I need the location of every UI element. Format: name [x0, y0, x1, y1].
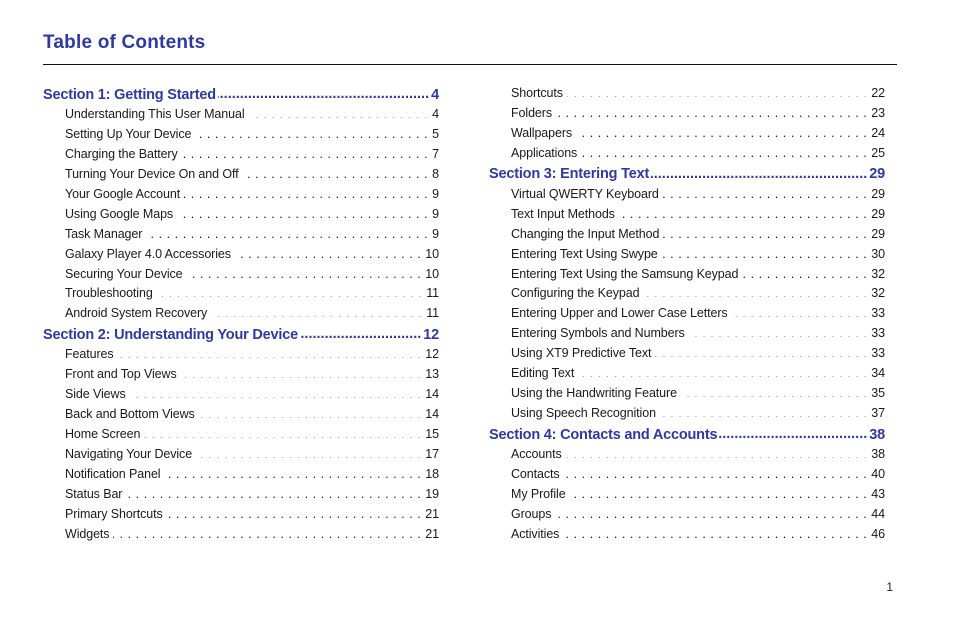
- toc-page-number: 8: [432, 166, 439, 181]
- toc-entry[interactable]: [489, 144, 885, 164]
- dot-leader: [146, 225, 428, 238]
- dot-leader: [184, 185, 428, 198]
- toc-entry[interactable]: [43, 284, 439, 304]
- toc-entry[interactable]: [489, 364, 885, 384]
- toc-entry[interactable]: [43, 265, 439, 285]
- toc-entry[interactable]: [43, 365, 439, 385]
- dot-leader: [196, 446, 421, 459]
- toc-entry[interactable]: [43, 405, 439, 425]
- toc-page-number: 33: [871, 326, 885, 341]
- toc-entry-label: Widgets: [65, 526, 110, 541]
- toc-column-right: [489, 84, 885, 545]
- dot-leader: [167, 505, 422, 518]
- toc-entry[interactable]: [489, 404, 885, 424]
- dot-leader: [177, 205, 428, 218]
- dot-leader: [164, 465, 421, 478]
- dot-leader: [218, 84, 429, 99]
- toc-entry[interactable]: [489, 205, 885, 225]
- toc-page-number: 21: [425, 506, 439, 521]
- toc-entry-label: Front and Top Views: [65, 367, 177, 382]
- toc-entry-label: Using XT9 Predictive Text: [511, 346, 652, 361]
- dot-leader: [662, 245, 868, 258]
- dot-leader: [570, 485, 868, 498]
- toc-page-number: 46: [871, 526, 885, 541]
- toc-page-number: 11: [426, 306, 439, 321]
- toc-entry-label: Entering Upper and Lower Case Letters: [511, 306, 728, 321]
- toc-page-number: 35: [871, 386, 885, 401]
- toc-entry-label: Understanding This User Manual: [65, 107, 245, 121]
- toc-entry[interactable]: [43, 205, 439, 225]
- toc-entry-label: Using Google Maps: [65, 206, 174, 221]
- dot-leader: [181, 366, 422, 379]
- toc-entry-label: Section 4: Contacts and Accounts: [489, 426, 718, 443]
- dot-leader: [187, 265, 422, 278]
- dot-leader: [235, 245, 421, 258]
- toc-entry-label: Android System Recovery: [65, 306, 208, 321]
- toc-page-number: 30: [871, 246, 885, 261]
- toc-page-number: 38: [869, 426, 885, 443]
- toc-entry-label: Galaxy Player 4.0 Accessories: [65, 246, 231, 261]
- toc-entry-label: Changing the Input Method: [511, 226, 660, 241]
- toc-entry[interactable]: [489, 265, 885, 285]
- dot-leader: [663, 225, 867, 238]
- page-number: 1: [886, 580, 893, 594]
- toc-entry[interactable]: [489, 324, 885, 344]
- toc-entry[interactable]: [489, 384, 885, 404]
- toc-entry[interactable]: [489, 485, 885, 505]
- toc-page-number: 37: [871, 406, 885, 421]
- toc-entry[interactable]: [43, 145, 439, 165]
- toc-entry[interactable]: [43, 125, 439, 145]
- toc-entry-label: Contacts: [511, 466, 560, 481]
- toc-page-number: 10: [425, 266, 439, 281]
- toc-page-number: 4: [431, 86, 439, 103]
- dot-leader: [651, 164, 867, 179]
- toc-entry-label: Entering Text Using the Samsung Keypad: [511, 266, 739, 281]
- toc-entry[interactable]: [43, 465, 439, 485]
- toc-entry[interactable]: [489, 445, 885, 465]
- toc-entry-label: Configuring the Keypad: [511, 286, 640, 301]
- toc-page-number: 9: [432, 186, 439, 201]
- toc-entry-label: Navigating Your Device: [65, 447, 193, 461]
- toc-entry[interactable]: [489, 465, 885, 485]
- toc-page-number: 7: [432, 146, 439, 161]
- toc-section-heading[interactable]: [43, 84, 439, 105]
- toc-entry-label: Turning Your Device On and Off: [65, 166, 239, 181]
- dot-leader: [182, 145, 428, 158]
- toc-page-number: 33: [871, 346, 885, 361]
- toc-entry[interactable]: [489, 245, 885, 265]
- toc-section-heading[interactable]: [489, 164, 885, 185]
- dot-leader: [732, 305, 868, 318]
- toc-entry-label: Your Google Account: [65, 186, 181, 201]
- toc-entry-label: Features: [65, 347, 114, 362]
- toc-entry[interactable]: [489, 505, 885, 525]
- dot-leader: [195, 125, 428, 138]
- toc-entry-label: Troubleshooting: [65, 286, 153, 301]
- toc-entry-label: Back and Bottom Views: [65, 407, 195, 422]
- toc-entry[interactable]: [489, 124, 885, 144]
- toc-entry-label: Charging the Battery: [65, 146, 178, 161]
- toc-entry[interactable]: [489, 525, 885, 545]
- toc-entry[interactable]: [43, 485, 439, 505]
- toc-entry-label: Section 1: Getting Started: [43, 86, 216, 103]
- toc-page-number: 11: [426, 286, 439, 301]
- toc-entry-label: Activities: [511, 526, 560, 541]
- dot-leader: [118, 346, 422, 359]
- toc-entry-label: Folders: [511, 105, 552, 120]
- dot-leader: [113, 525, 421, 538]
- toc-entry-label: Wallpapers: [511, 125, 573, 140]
- toc-entry[interactable]: [43, 385, 439, 405]
- dot-leader: [619, 205, 867, 218]
- toc-entry-label: Shortcuts: [511, 86, 563, 100]
- toc-page-number: 44: [871, 506, 885, 521]
- toc-entry-label: Section 3: Entering Text: [489, 166, 650, 183]
- toc-entry-label: Text Input Methods: [511, 206, 615, 221]
- toc-entry[interactable]: [43, 225, 439, 245]
- toc-entry-label: Entering Symbols and Numbers: [511, 326, 685, 341]
- toc-entry-label: Using Speech Recognition: [511, 406, 656, 421]
- toc-column-left: [43, 84, 439, 545]
- toc-entry[interactable]: [489, 344, 885, 364]
- toc-page-number: 29: [871, 206, 885, 221]
- dot-leader: [563, 525, 867, 538]
- toc-page-number: 29: [869, 166, 885, 183]
- toc-entry[interactable]: [43, 245, 439, 265]
- toc-page-number: 19: [425, 486, 439, 501]
- toc-entry-label: Status Bar: [65, 486, 123, 501]
- toc-entry-label: Securing Your Device: [65, 266, 183, 281]
- toc-page-number: 34: [871, 366, 885, 381]
- toc-page-number: 21: [425, 526, 439, 541]
- page-title: Table of Contents: [43, 32, 206, 53]
- toc-entry[interactable]: [43, 425, 439, 445]
- toc-page-number: 33: [871, 306, 885, 321]
- dot-leader: [157, 285, 423, 298]
- toc-page-number: 32: [871, 266, 885, 281]
- toc-page-number: 29: [871, 226, 885, 241]
- dot-leader: [581, 144, 867, 157]
- toc-page-number: 14: [425, 407, 439, 422]
- toc-entry-label: Side Views: [65, 387, 126, 402]
- toc-entry-label: Primary Shortcuts: [65, 506, 163, 521]
- toc-section-heading[interactable]: [489, 424, 885, 445]
- toc-entry[interactable]: [489, 104, 885, 124]
- toc-page-number: 17: [425, 447, 439, 461]
- toc-page-number: 43: [871, 486, 885, 501]
- toc-page-number: 25: [871, 145, 885, 160]
- dot-leader: [567, 85, 867, 98]
- toc-page-number: 24: [871, 125, 885, 140]
- toc-entry[interactable]: [489, 225, 885, 245]
- dot-leader: [719, 424, 867, 439]
- toc-page-number: 12: [423, 326, 439, 343]
- dot-leader: [243, 165, 429, 178]
- dot-leader: [249, 106, 429, 119]
- toc-page-number: 14: [425, 387, 439, 402]
- toc-entry-label: Accounts: [511, 447, 562, 461]
- title-divider: [43, 64, 897, 65]
- toc-entry-label: Section 2: Understanding Your Device: [43, 326, 298, 343]
- toc-entry[interactable]: [489, 284, 885, 304]
- toc-entry-label: Editing Text: [511, 366, 575, 381]
- dot-leader: [663, 185, 868, 198]
- dot-leader: [742, 265, 867, 278]
- toc-entry-label: Groups: [511, 506, 552, 521]
- dot-leader: [144, 426, 421, 439]
- toc-entry-label: Task Manager: [65, 226, 143, 241]
- dot-leader: [643, 285, 867, 298]
- toc-page-number: 12: [425, 347, 439, 362]
- toc-section-heading[interactable]: [43, 324, 439, 345]
- toc-entry-label: My Profile: [511, 486, 566, 501]
- toc-entry-label: Home Screen: [65, 427, 141, 442]
- toc-page-number: 38: [871, 447, 885, 461]
- dot-leader: [126, 485, 421, 498]
- dot-leader: [555, 505, 867, 518]
- toc-page-number: 15: [425, 427, 439, 442]
- dot-leader: [576, 124, 867, 137]
- toc-entry[interactable]: [43, 345, 439, 365]
- toc-entry[interactable]: [43, 445, 439, 465]
- dot-leader: [130, 386, 422, 399]
- toc-entry[interactable]: [43, 185, 439, 205]
- toc-entry[interactable]: [489, 185, 885, 205]
- toc-page-number: 40: [871, 466, 885, 481]
- toc-page-number: 4: [432, 107, 439, 121]
- dot-leader: [660, 405, 867, 418]
- toc-entry[interactable]: [43, 505, 439, 525]
- toc-page-number: 22: [871, 86, 885, 100]
- dot-leader: [681, 385, 867, 398]
- dot-leader: [578, 365, 867, 378]
- dot-leader: [564, 465, 868, 478]
- toc-entry-label: Using the Handwriting Feature: [511, 386, 677, 401]
- toc-entry[interactable]: [43, 165, 439, 185]
- toc-page-number: 29: [871, 186, 885, 201]
- toc-page-number: 18: [425, 466, 439, 481]
- dot-leader: [655, 345, 867, 358]
- toc-entry[interactable]: [43, 304, 439, 324]
- toc-entry[interactable]: [43, 105, 439, 125]
- toc-page-number: 9: [432, 226, 439, 241]
- toc-entry-label: Entering Text Using Swype: [511, 246, 658, 261]
- toc-page-number: 5: [432, 126, 439, 141]
- dot-leader: [199, 406, 422, 419]
- toc-entry-label: Virtual QWERTY Keyboard: [511, 186, 659, 201]
- dot-leader: [566, 446, 868, 459]
- toc-entry-label: Applications: [511, 145, 578, 160]
- toc-page-number: 13: [425, 367, 439, 382]
- toc-page-number: 23: [871, 105, 885, 120]
- toc-entry[interactable]: [489, 84, 885, 104]
- toc-entry[interactable]: [43, 525, 439, 545]
- toc-entry-label: Setting Up Your Device: [65, 126, 192, 141]
- dot-leader: [211, 305, 422, 318]
- dot-leader: [556, 104, 867, 117]
- toc-page-number: 10: [425, 246, 439, 261]
- toc-page-number: 9: [432, 206, 439, 221]
- dot-leader: [689, 325, 868, 338]
- toc-entry-label: Notification Panel: [65, 466, 161, 481]
- toc-page-number: 32: [871, 286, 885, 301]
- dot-leader: [300, 324, 421, 339]
- toc-entry[interactable]: [489, 304, 885, 324]
